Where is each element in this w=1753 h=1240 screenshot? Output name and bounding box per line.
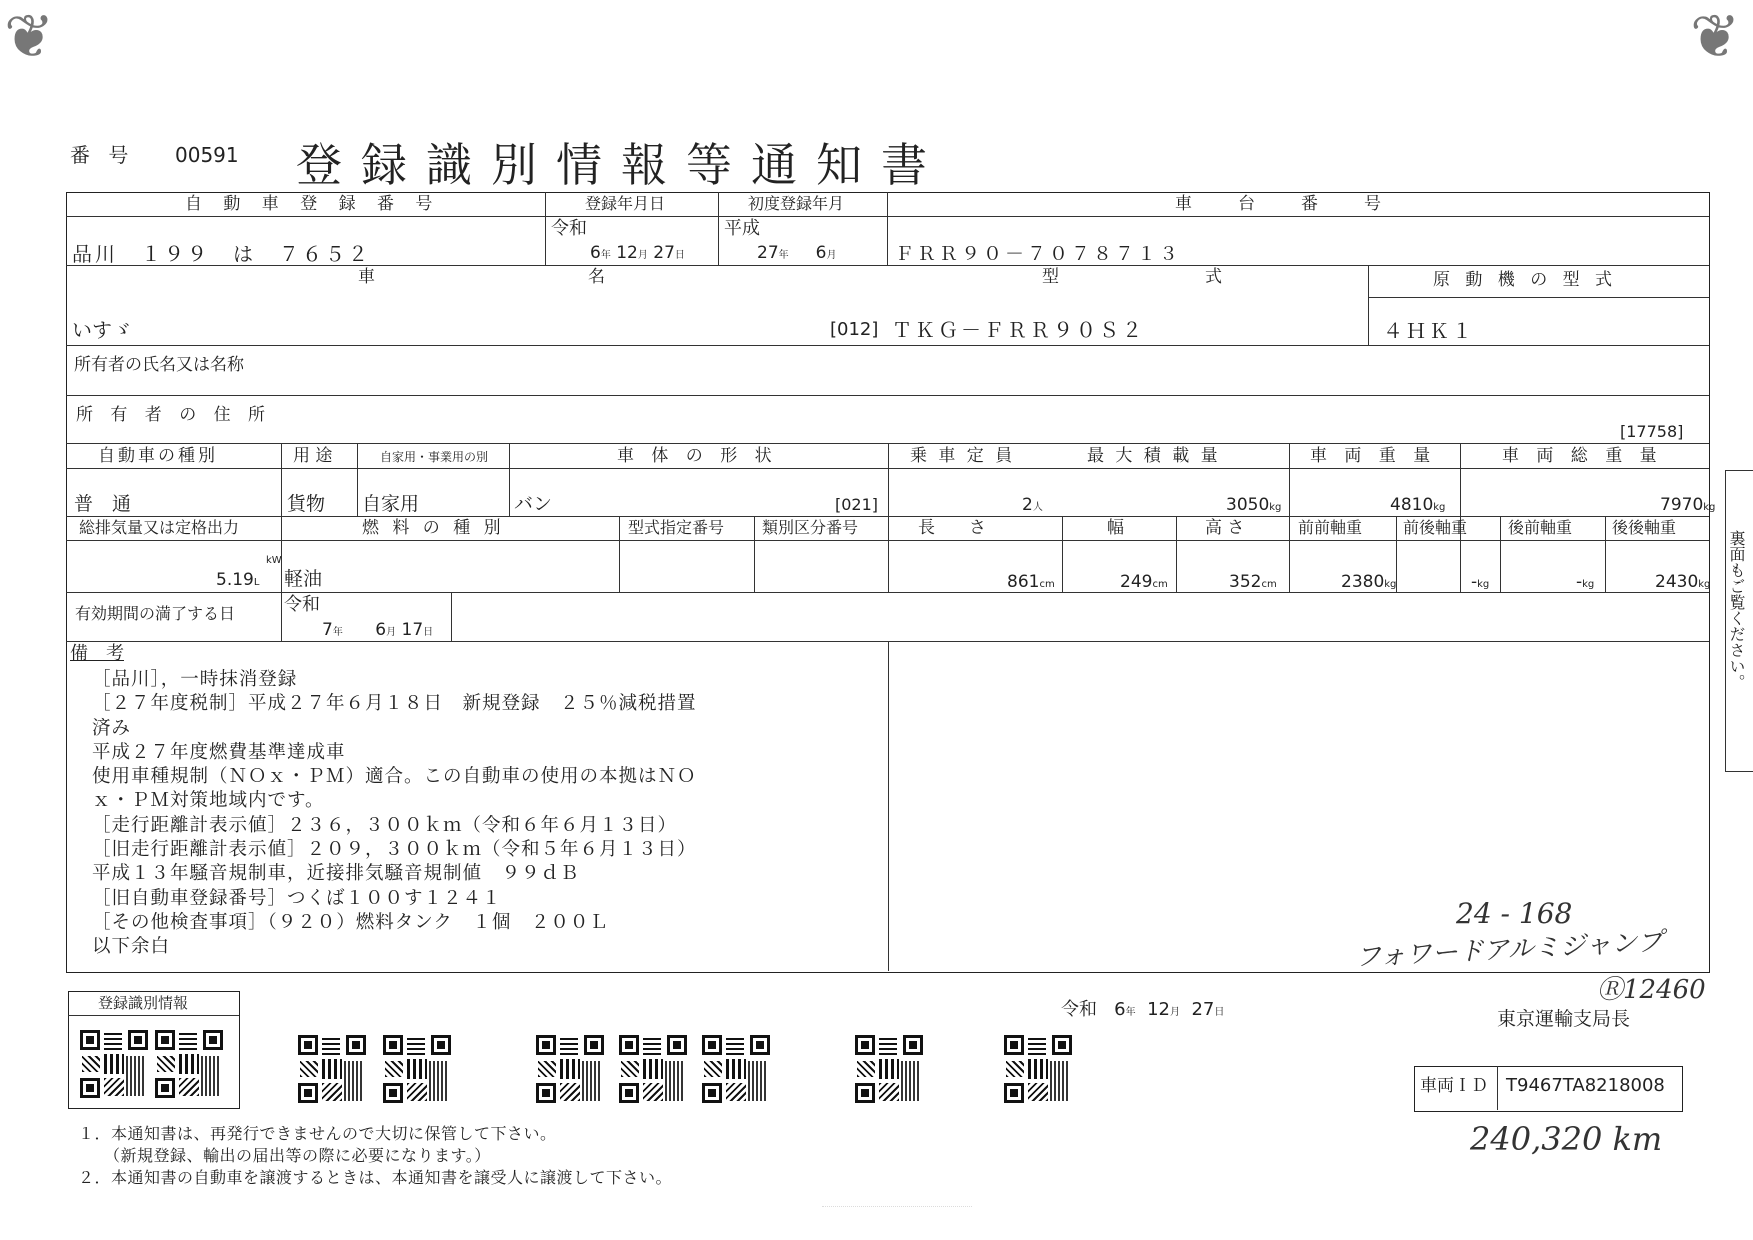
- reg-number-label: 自 動 車 登 録 番 号: [185, 194, 441, 214]
- vehicle-id-value: T9467TA8218008: [1506, 1075, 1665, 1096]
- displacement-value: 5.19L: [216, 570, 260, 590]
- max-load-label: 最 大 積 載 量: [1087, 446, 1221, 466]
- footer-note-1b: （新規登録、輸出の届出等の際に必要になります。）: [104, 1146, 491, 1165]
- issue-date: 令和 6年 12月 27日: [1061, 999, 1225, 1020]
- model-value: ＴＫＧ－ＦＲＲ９０Ｓ２: [892, 318, 1145, 342]
- type-designation-label: 型式指定番号: [628, 518, 725, 537]
- issuer: 東京運輸支局長: [1497, 1008, 1631, 1030]
- engine-model-value: ４ＨＫ１: [1383, 319, 1475, 343]
- document-title: 登録識別情報等通知書: [296, 138, 946, 192]
- owner-code: [17758]: [1620, 422, 1684, 441]
- vehicle-kind-value: 普 通: [74, 493, 132, 515]
- qr-code: [298, 1035, 366, 1103]
- handwritten-mileage: 240,320 km: [1470, 1120, 1663, 1158]
- gross-weight-value: 7970kg: [1660, 495, 1716, 515]
- rear-front-axle-label: 後前軸重: [1508, 518, 1573, 537]
- remarks-line: ［旧走行距離計表示値］２０９，３００ｋｍ（令和５年６月１３日）: [92, 839, 697, 861]
- max-load-value: 3050kg: [1226, 495, 1282, 515]
- corner-ornament-top-right: ❦: [1690, 2, 1741, 72]
- remarks-line: ［旧自動車登録番号］つくば１００す１２４１: [92, 887, 502, 909]
- qr-code: [619, 1035, 687, 1103]
- reg-number-value: 品川 １９９ は ７６５２: [72, 242, 371, 266]
- printer-seal: [822, 1206, 972, 1227]
- private-business-value: 自家用: [362, 493, 420, 515]
- remarks-line: 平成２７年度燃費基準達成車: [92, 741, 346, 763]
- kw-unit: kW: [266, 555, 282, 566]
- remarks-label: 備 考: [70, 643, 124, 664]
- capacity-value: 2人: [1022, 495, 1043, 515]
- private-business-label: 自家用・事業用の別: [380, 450, 489, 464]
- chassis-value: ＦＲＲ９０－７０７８７１３: [895, 243, 1182, 265]
- remarks-list: [92, 668, 882, 960]
- front-front-axle-label: 前前軸重: [1298, 518, 1363, 537]
- expiry-label: 有効期間の満了する日: [75, 604, 236, 623]
- id-info-label: 登録識別情報: [98, 994, 189, 1012]
- expiry-era: 令和: [284, 594, 320, 615]
- first-reg-era: 平成: [724, 218, 760, 239]
- remarks-line: ［走行距離計表示値］２３６，３００ｋｍ（令和６年６月１３日）: [92, 814, 678, 836]
- reg-date-label: 登録年月日: [585, 194, 666, 213]
- remarks-line: 済み: [92, 717, 132, 739]
- capacity-label: 乗 車 定 員: [910, 446, 1016, 466]
- qr-code: [155, 1030, 223, 1098]
- vehicle-kind-label: 自動車の種別: [98, 446, 218, 466]
- qr-code: [536, 1035, 604, 1103]
- class-number-label: 類別区分番号: [762, 518, 859, 537]
- qr-code: [1004, 1035, 1072, 1103]
- gross-weight-label: 車 両 総 重 量: [1502, 446, 1663, 466]
- qr-code: [383, 1035, 451, 1103]
- displacement-label: 総排気量又は定格出力: [79, 518, 240, 537]
- remarks-line: ［品川］，一時抹消登録: [92, 669, 298, 690]
- remarks-line: ［２７年度税制］平成２７年６月１８日 新規登録 ２５％減税措置: [92, 693, 697, 715]
- engine-model-label: 原 動 機 の 型 式: [1433, 270, 1618, 290]
- front-rear-axle-value: -kg: [1471, 572, 1490, 592]
- number-value: 00591: [175, 143, 239, 167]
- expiry-date: 7年 6月 17日: [322, 620, 434, 640]
- remarks-line: 平成１３年騒音規制車，近接排気騒音規制値 ９９ｄＢ: [92, 863, 580, 885]
- width-label: 幅: [1107, 518, 1124, 538]
- footer-note-2: ２．本通知書の自動車を譲渡するときは、本通知書を譲受人に譲渡して下さい。: [78, 1168, 673, 1187]
- footer-note-1: １．本通知書は、再発行できませんので大切に保管して下さい。: [78, 1124, 557, 1143]
- remarks-line: ｘ・ＰＭ対策地域内です。: [92, 790, 325, 812]
- vehicle-name-value: いすゞ: [72, 318, 132, 342]
- side-note: 裏面もご覧ください。: [1727, 530, 1746, 690]
- model-label-1: 型: [1042, 267, 1059, 287]
- qr-code: [702, 1035, 770, 1103]
- handwritten-stamp-number: Ⓡ12460: [1597, 975, 1706, 1005]
- first-reg-label: 初度登録年月: [748, 194, 845, 213]
- length-label: 長 さ: [918, 518, 986, 538]
- body-shape-code: [021]: [835, 495, 879, 514]
- remarks-line: 以下余白: [92, 936, 171, 958]
- number-label: 番 号: [70, 143, 135, 167]
- use-value: 貨物: [287, 493, 326, 515]
- vehicle-weight-value: 4810kg: [1390, 495, 1446, 515]
- model-code: [012]: [830, 319, 879, 340]
- fuel-type-value: 軽油: [284, 568, 323, 590]
- rear-rear-axle-label: 後後軸重: [1612, 518, 1677, 537]
- qr-code: [80, 1030, 148, 1098]
- front-rear-axle-label: 前後軸重: [1403, 518, 1468, 537]
- qr-code: [855, 1035, 923, 1103]
- vehicle-id-label: 車両ＩＤ: [1420, 1076, 1488, 1096]
- front-front-axle-value: 2380kg: [1341, 572, 1397, 592]
- remarks-line: ［その他検査事項］（９２０）燃料タンク １個 ２００Ｌ: [92, 911, 609, 933]
- handwritten-code: 24 - 168: [1456, 897, 1573, 930]
- vehicle-name-label-1: 車: [358, 267, 375, 287]
- use-label: 用 途: [293, 446, 333, 466]
- body-shape-label: 車 体 の 形 状: [617, 446, 778, 466]
- body-shape-value: バン: [514, 493, 553, 515]
- width-value: 249cm: [1120, 572, 1168, 592]
- chassis-label: 車 台 番 号: [1175, 194, 1385, 214]
- height-label: 高 さ: [1205, 518, 1245, 538]
- length-value: 861cm: [1007, 572, 1055, 592]
- model-label-2: 式: [1205, 267, 1222, 287]
- handwritten-model-note: フォワードアルミジャンプ: [1354, 926, 1664, 974]
- fuel-type-label: 燃 料 の 種 別: [362, 518, 505, 538]
- height-value: 352cm: [1229, 572, 1277, 592]
- first-reg-value: 27年 6月: [757, 243, 837, 263]
- owner-name-label: 所有者の氏名又は名称: [74, 355, 244, 375]
- remarks-line: 使用車種規制（ＮＯｘ・ＰＭ）適合。この自動車の使用の本拠はＮＯ: [92, 766, 697, 788]
- owner-address-label: 所 有 者 の 住 所: [76, 405, 272, 425]
- rear-rear-axle-value: 2430kg: [1655, 572, 1711, 592]
- reg-date-value: 6年 12月 27日: [590, 243, 685, 263]
- reg-date-era: 令和: [551, 218, 587, 239]
- vehicle-name-label-2: 名: [588, 267, 605, 287]
- vehicle-weight-label: 車 両 重 量: [1310, 446, 1437, 466]
- corner-ornament-top-left: ❦: [4, 2, 55, 72]
- rear-front-axle-value: -kg: [1576, 572, 1595, 592]
